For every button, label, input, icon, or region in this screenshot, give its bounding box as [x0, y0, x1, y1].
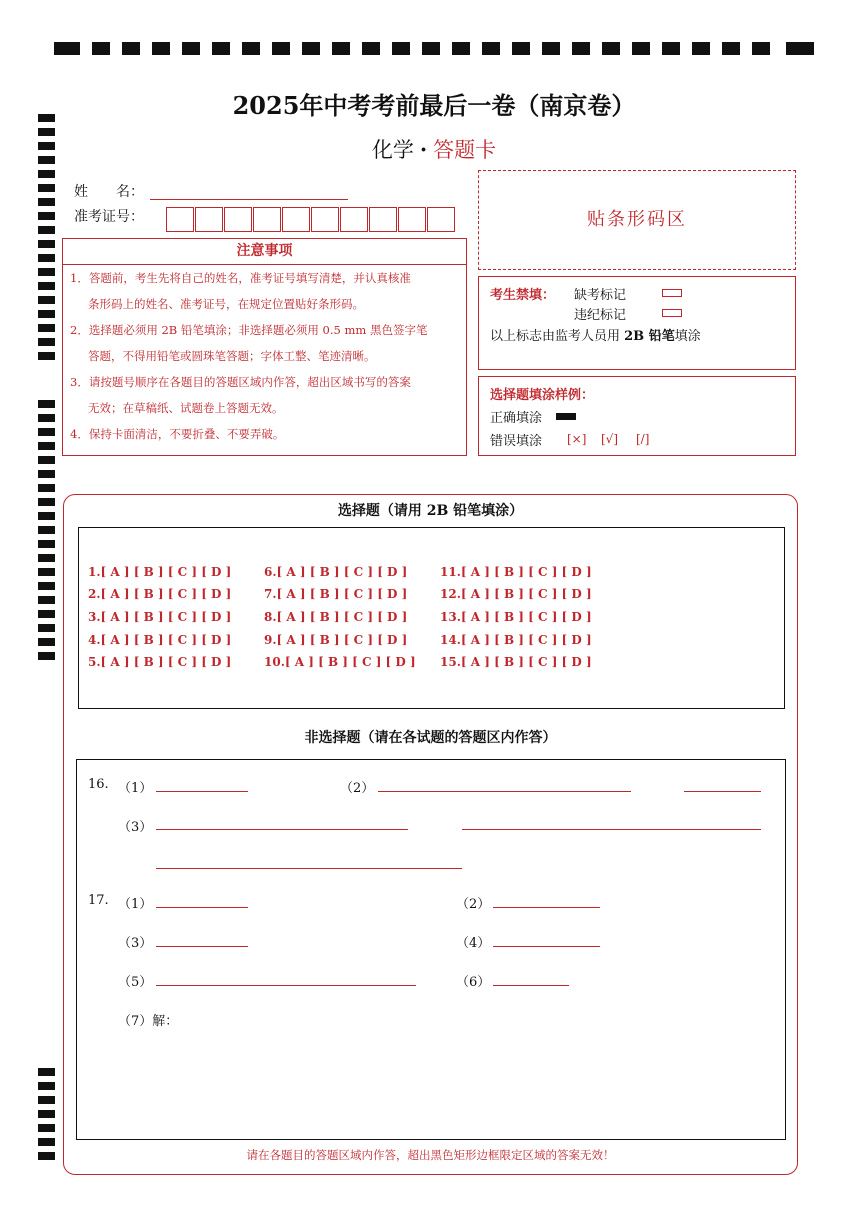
timing-mark — [38, 484, 55, 492]
timing-mark — [212, 42, 230, 55]
timing-mark — [38, 498, 55, 506]
timing-mark — [422, 42, 440, 55]
timing-mark — [692, 42, 710, 55]
timing-mark — [38, 610, 55, 618]
nonchoice-section-title: 非选择题（请在各试题的答题区内作答） — [304, 730, 557, 746]
choice-question-5[interactable] — [88, 655, 231, 669]
candidate-id-box[interactable] — [398, 207, 426, 232]
option-group[interactable]: [ A ] [ B ] [ C ] [ D ] — [100, 655, 232, 669]
question-number: 5. — [88, 655, 101, 669]
timing-mark — [38, 1068, 55, 1076]
choice-question-6[interactable] — [264, 565, 407, 579]
notice-item: 4．保持卡面清洁，不要折叠、不要弄破。 — [70, 427, 285, 441]
timing-mark — [392, 42, 410, 55]
question-16-number: 16. — [88, 777, 109, 792]
q16-part-2-label: （2） — [340, 781, 375, 796]
q17-part-6-label: （6） — [456, 975, 491, 990]
question-number: 15. — [440, 655, 461, 669]
candidate-id-label: 准考证号： — [74, 209, 144, 225]
q17-part-5-label: （5） — [118, 975, 153, 990]
prohibited-note-pre: 以上标志由监考人员用 — [490, 329, 625, 344]
question-number: 6. — [264, 565, 277, 579]
page-title: 2025年中考考前最后一卷（南京卷） — [232, 91, 636, 120]
q17-part-4-answer-line[interactable] — [493, 946, 600, 947]
timing-mark — [38, 428, 55, 436]
notice-item: 2．选择题必须用 2B 铅笔填涂；非选择题必须用 0.5 mm 黑色签字笔 — [70, 323, 428, 337]
card-type-label: 答题卡 — [433, 138, 497, 162]
q16-part-3-answer-line-b[interactable] — [462, 829, 761, 830]
candidate-id-box[interactable] — [282, 207, 310, 232]
candidate-id-box[interactable] — [195, 207, 223, 232]
q16-part-1-answer-line[interactable] — [156, 791, 248, 792]
choice-question-14[interactable] — [440, 633, 592, 647]
notice-title: 注意事项 — [62, 238, 467, 265]
timing-mark — [38, 638, 55, 646]
timing-mark — [602, 42, 620, 55]
timing-mark — [38, 526, 55, 534]
timing-mark — [272, 42, 290, 55]
timing-mark — [722, 42, 740, 55]
option-group[interactable]: [ A ] [ B ] [ C ] [ D ] — [276, 610, 408, 624]
timing-mark — [38, 540, 55, 548]
question-number: 11. — [440, 565, 461, 579]
timing-mark — [332, 42, 350, 55]
barcode-area — [478, 170, 796, 270]
q17-part-3-answer-line[interactable] — [156, 946, 248, 947]
timing-mark — [38, 184, 55, 192]
choice-question-13[interactable] — [440, 610, 592, 624]
q17-part-4-label: （4） — [456, 936, 491, 951]
wrong-fill-mark: [√] — [601, 432, 619, 446]
timing-mark — [482, 42, 500, 55]
q17-part-2-label: （2） — [456, 897, 491, 912]
timing-mark — [38, 1152, 55, 1160]
timing-mark — [38, 1096, 55, 1104]
timing-mark — [512, 42, 530, 55]
subtitle-separator: · — [419, 137, 428, 162]
violation-mark-box[interactable] — [662, 309, 682, 317]
candidate-id-box[interactable] — [166, 207, 194, 232]
question-17-number: 17. — [88, 893, 109, 908]
question-number: 12. — [440, 587, 461, 601]
timing-mark — [38, 456, 55, 464]
timing-mark — [122, 42, 140, 55]
barcode-label: 贴条形码区 — [587, 209, 687, 230]
correct-fill-mark — [556, 413, 576, 420]
question-number: 4. — [88, 633, 101, 647]
timing-mark — [54, 42, 80, 55]
candidate-id-box[interactable] — [369, 207, 397, 232]
option-group[interactable]: [ A ] [ B ] [ C ] [ D ] — [276, 633, 408, 647]
timing-mark — [182, 42, 200, 55]
notice-item: 条形码上的姓名、准考证号，在规定位置贴好条形码。 — [88, 297, 364, 311]
option-group[interactable]: [ A ] [ B ] [ C ] [ D ] — [276, 587, 408, 601]
timing-mark — [572, 42, 590, 55]
option-group[interactable]: [ A ] [ B ] [ C ] [ D ] — [460, 587, 592, 601]
timing-mark — [38, 554, 55, 562]
timing-mark — [38, 352, 55, 360]
timing-mark — [38, 442, 55, 450]
wrong-fill-mark: [×] — [567, 432, 587, 446]
absent-mark-box[interactable] — [662, 289, 682, 297]
timing-mark — [38, 338, 55, 346]
choice-question-10[interactable] — [264, 655, 416, 669]
option-group[interactable]: [ A ] [ B ] [ C ] [ D ] — [100, 610, 232, 624]
timing-mark — [452, 42, 470, 55]
choice-question-1[interactable] — [88, 565, 231, 579]
choice-question-7[interactable] — [264, 587, 407, 601]
option-group[interactable]: [ A ] [ B ] [ C ] [ D ] — [100, 633, 232, 647]
q16-part-3-answer-line[interactable] — [156, 829, 408, 830]
timing-mark — [38, 296, 55, 304]
q17-part-3-label: （3） — [118, 936, 153, 951]
choice-section-title: 选择题（请用 2B 铅笔填涂） — [337, 503, 524, 519]
timing-mark — [38, 170, 55, 178]
option-group[interactable]: [ A ] [ B ] [ C ] [ D ] — [100, 565, 232, 579]
timing-mark — [38, 400, 55, 408]
timing-mark — [38, 254, 55, 262]
timing-mark — [38, 568, 55, 576]
notice-item: 1．答题前，考生先将自己的姓名，准考证号填写清楚，并认真核准 — [70, 271, 411, 285]
page-subtitle — [0, 134, 868, 164]
timing-mark — [38, 1138, 55, 1146]
candidate-id-box[interactable] — [340, 207, 368, 232]
candidate-id-box[interactable] — [224, 207, 252, 232]
absent-mark-label: 缺考标记 — [574, 288, 627, 303]
question-number: 7. — [264, 587, 277, 601]
choice-question-9[interactable] — [264, 633, 407, 647]
timing-mark — [152, 42, 170, 55]
candidate-id-box[interactable] — [427, 207, 455, 232]
notice-item: 无效；在草稿纸、试题卷上答题无效。 — [88, 401, 284, 415]
timing-mark — [38, 226, 55, 234]
timing-mark — [38, 240, 55, 248]
notice-item: 答题，不得用铅笔或圆珠笔答题；字体工整、笔迹清晰。 — [88, 349, 376, 363]
prohibited-note — [490, 325, 701, 344]
question-number: 2. — [88, 587, 101, 601]
choice-question-3[interactable] — [88, 610, 231, 624]
question-number: 3. — [88, 610, 101, 624]
option-group[interactable]: [ A ] [ B ] [ C ] [ D ] — [276, 565, 408, 579]
timing-mark — [38, 268, 55, 276]
timing-mark — [786, 42, 814, 55]
notice-item: 3．请按题号顺序在各题目的答题区域内作答，超出区域书写的答案 — [70, 375, 411, 389]
correct-fill-label: 正确填涂 — [490, 411, 543, 426]
timing-mark — [38, 282, 55, 290]
timing-mark — [362, 42, 380, 55]
timing-mark — [38, 470, 55, 478]
q17-part-1-label: （1） — [118, 897, 153, 912]
option-group[interactable]: [ A ] [ B ] [ C ] [ D ] — [100, 587, 232, 601]
timing-mark — [38, 1082, 55, 1090]
q16-part-3-label: （3） — [118, 820, 153, 835]
q16-part-3-answer-line-c[interactable] — [156, 868, 462, 869]
timing-mark — [38, 1124, 55, 1132]
choice-question-8[interactable] — [264, 610, 407, 624]
timing-mark — [38, 324, 55, 332]
option-group[interactable]: [ A ] [ B ] [ C ] [ D ] — [460, 655, 592, 669]
timing-mark — [662, 42, 680, 55]
choice-question-11[interactable] — [440, 565, 592, 579]
q17-part-2-answer-line[interactable] — [493, 907, 600, 908]
prohibited-note-post: 填涂 — [674, 329, 701, 344]
timing-mark — [542, 42, 560, 55]
candidate-id-box[interactable] — [311, 207, 339, 232]
choice-question-2[interactable] — [88, 587, 231, 601]
q17-part-7-label: （7）解： — [118, 1014, 179, 1029]
q17-part-5-answer-line[interactable] — [156, 985, 416, 986]
timing-mark — [92, 42, 110, 55]
name-field[interactable] — [150, 199, 348, 200]
q17-part-6-answer-line[interactable] — [493, 985, 569, 986]
choice-question-12[interactable] — [440, 587, 592, 601]
name-label: 姓 名： — [74, 184, 144, 200]
question-number: 8. — [264, 610, 277, 624]
timing-mark — [38, 652, 55, 660]
timing-mark — [752, 42, 770, 55]
subject-label: 化学 — [371, 138, 414, 162]
wrong-fill-label: 错误填涂 — [490, 434, 543, 449]
choice-question-4[interactable] — [88, 633, 231, 647]
q16-part-2-answer-line-b[interactable] — [684, 791, 761, 792]
footer-note: 请在各题目的答题区域内作答，超出黑色矩形边框限定区域的答案无效！ — [246, 1148, 615, 1162]
option-group[interactable]: [ A ] [ B ] [ C ] [ D ] — [460, 565, 592, 579]
choice-question-15[interactable] — [440, 655, 592, 669]
option-group[interactable]: [ A ] [ B ] [ C ] [ D ] — [460, 610, 592, 624]
question-number: 13. — [440, 610, 461, 624]
timing-mark — [38, 414, 55, 422]
timing-mark — [38, 1110, 55, 1118]
timing-mark — [302, 42, 320, 55]
timing-mark — [242, 42, 260, 55]
violation-mark-label: 违纪标记 — [574, 308, 627, 323]
timing-mark — [38, 582, 55, 590]
timing-mark — [38, 310, 55, 318]
question-number: 14. — [440, 633, 461, 647]
timing-mark — [632, 42, 650, 55]
timing-mark — [38, 512, 55, 520]
question-number: 10. — [264, 655, 285, 669]
timing-mark — [38, 198, 55, 206]
option-group[interactable]: [ A ] [ B ] [ C ] [ D ] — [460, 633, 592, 647]
q16-part-1-label: （1） — [118, 781, 153, 796]
timing-mark — [38, 212, 55, 220]
q17-part-1-answer-line[interactable] — [156, 907, 248, 908]
prohibited-title: 考生禁填： — [490, 288, 556, 303]
q16-part-2-answer-line[interactable] — [378, 791, 631, 792]
timing-mark — [38, 596, 55, 604]
fill-example-title: 选择题填涂样例： — [490, 388, 595, 403]
candidate-id-box[interactable] — [253, 207, 281, 232]
option-group[interactable]: [ A ] [ B ] [ C ] [ D ] — [284, 655, 416, 669]
question-number: 1. — [88, 565, 101, 579]
question-number: 9. — [264, 633, 277, 647]
prohibited-note-bold: 2B 铅笔 — [624, 329, 675, 344]
timing-mark — [38, 624, 55, 632]
wrong-fill-mark: [/] — [636, 432, 650, 446]
q17-part-7-answer-area[interactable] — [156, 1030, 776, 1130]
